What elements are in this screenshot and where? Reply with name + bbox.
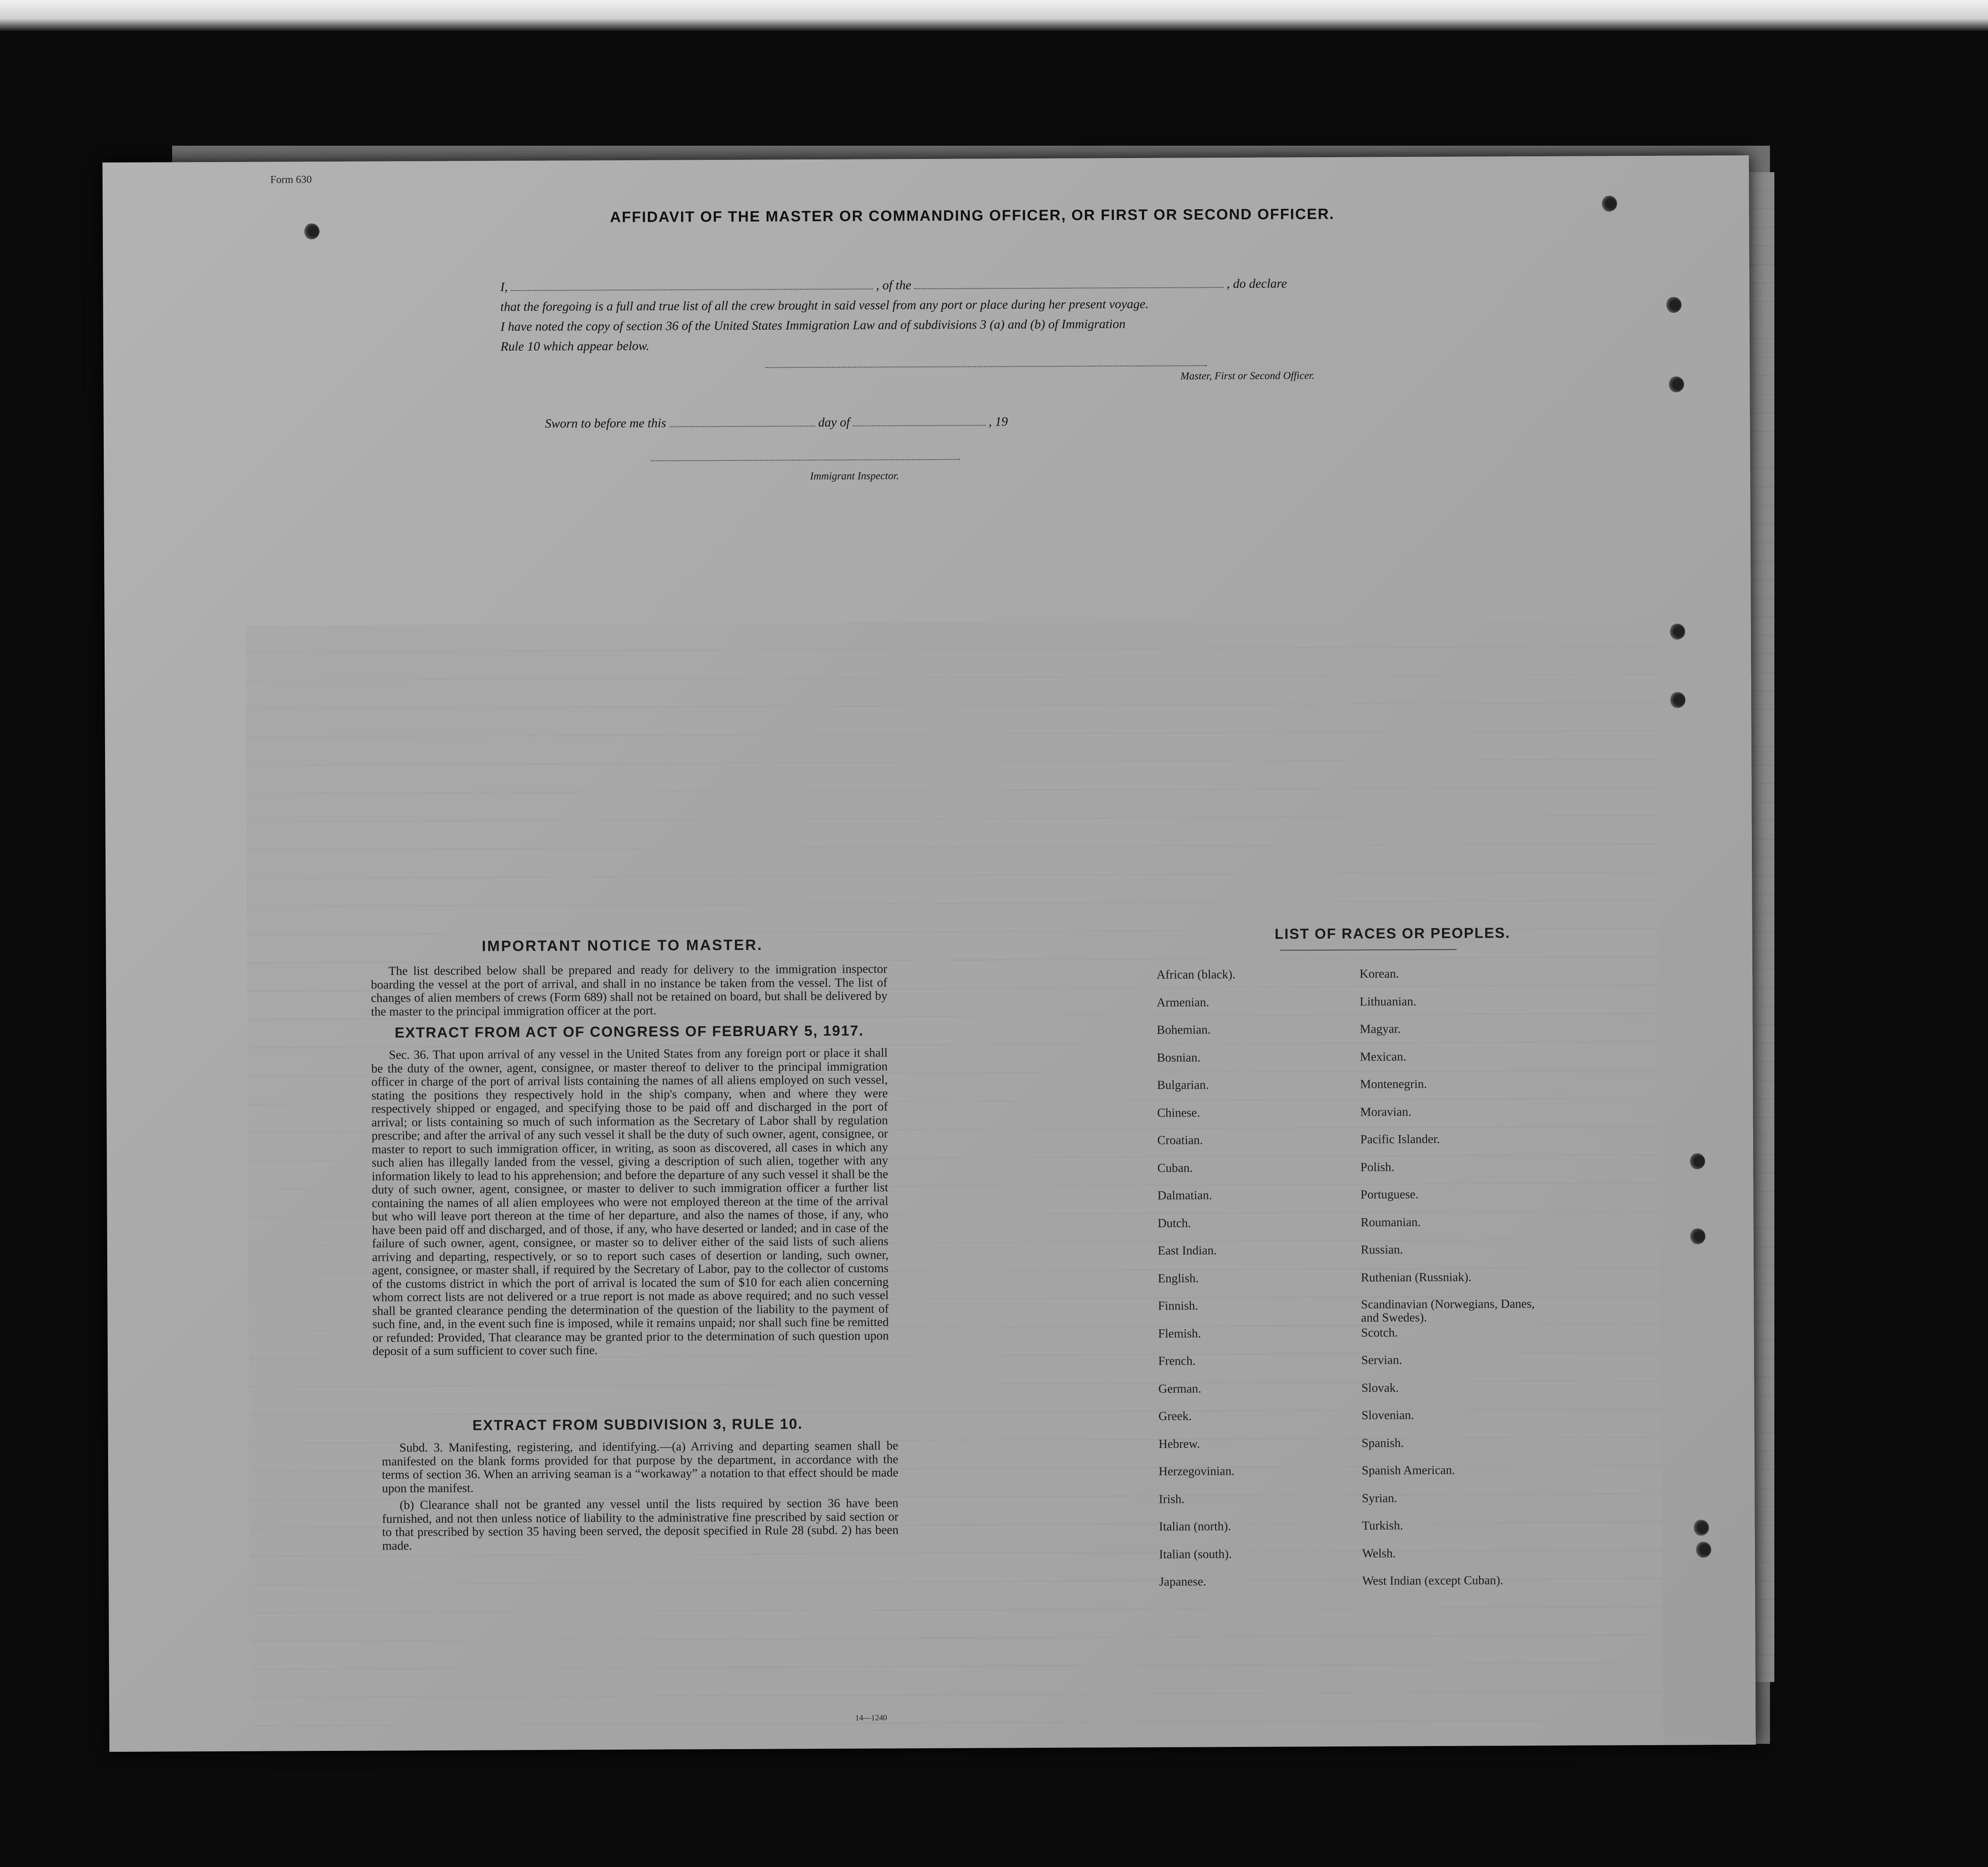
race-item: Mexican. [1359,1049,1407,1064]
inspector-signature-line[interactable] [651,459,960,461]
race-item: Bosnian. [1156,1050,1201,1065]
extract-act-body: Sec. 36. That upon arrival of any vessel in the United States from any foreign port or place it shall be the duty of the owner, agent, consignee, or master thereof to deliver to the principal immigration officer in charge of the port of arrival lists containing the names of all aliens employed on such vessel, stating the positions they respectively hold in the ship's company, when and where they were respectively shipped or engaged, and specifying those to be paid off and discharged in the port of arrival; or lists containing so much of such information as the Secretary of Labor shall by regulation prescribe; and after the arrival of any such vessel it shall be the duty of such owner, agent, consignee, or master to report to such immigration officer, in writing, as soon as discovered, all cases in which any such alien has illegally landed from the vessel, giving a description of such alien, together with any information likely to lead to his apprehension; and before the departure of any such vessel it shall be the duty of such owner, agent, consignee, or master to deliver to such immigration officer a further list containing the names of all alien employees who were not employed thereon at the time of the arrival but who will leave port thereon at the time of her departure, and also the names of those, if any, who have been paid off and discharged, and of those, if any, who have deserted or landed; and in case of the failure of such owner, agent, consignee, or master so to deliver either of the said lists of such aliens arriving and departing, respectively, or so to report such cases of desertion or landing, such owner, agent, consignee, or master shall, if required by the Secretary of Labor, pay to the collector of customs of the customs district in which the port of arrival is located the sum of $10 for each alien concerning whom correct lists are not delivered or a true report is not made as above required; and no such vessel shall be granted clearance pending the determination of the question of the liability to the payment of such fine, and, in the event such fine is imposed, while it remains unpaid; nor shall such fine be remitted or refunded: Provided, That clearance may be granted prior to the determination of such question upon deposit of a sum sufficient to cover such fine. [371,1046,889,1358]
race-item: Moravian. [1360,1105,1412,1119]
extract-rule-title: EXTRACT FROM SUBDIVISION 3, RULE 10. [472,1415,803,1433]
printer-code: 14—1240 [855,1713,887,1722]
race-item: Italian (south). [1159,1547,1232,1561]
race-item: Portuguese. [1360,1188,1419,1202]
punch-hole [1668,377,1684,392]
affidavit-line-1 [500,276,1287,294]
race-item: Japanese. [1159,1575,1206,1589]
race-item: Turkish. [1362,1519,1403,1533]
race-item: Armenian. [1156,995,1209,1010]
affidavit-line-4: Rule 10 which appear below. [500,339,650,354]
race-item: Cuban. [1157,1161,1193,1175]
race-item: Slovenian. [1361,1408,1414,1422]
race-item: East Indian. [1157,1244,1217,1258]
master-label: Master, First or Second Officer. [1180,370,1315,382]
race-item: Roumanian. [1360,1215,1421,1230]
race-item: Finnish. [1158,1299,1198,1313]
punch-hole [1669,692,1685,708]
race-item: Chinese. [1157,1105,1200,1120]
race-item: Irish. [1159,1492,1185,1506]
race-item: Welsh. [1362,1546,1396,1561]
affidavit-i: I, [500,280,508,294]
master-signature-line[interactable] [765,365,1207,368]
inspector-label: Immigrant Inspector. [810,470,899,483]
punch-hole [1690,1228,1706,1244]
races-title: LIST OF RACES OR PEOPLES. [1274,924,1510,942]
race-item: Spanish American. [1362,1463,1455,1478]
race-item: Polish. [1360,1160,1395,1174]
extract-act-title: EXTRACT FROM ACT OF CONGRESS OF FEBRUARY 5, 1917. [395,1022,864,1041]
race-item: African (black). [1156,967,1236,982]
race-item: Ruthenian (Russniak). [1361,1270,1472,1285]
race-item: Spanish. [1361,1436,1404,1450]
race-item: Korean. [1359,967,1399,981]
extract-rule-body-b: (b) Clearance shall not be granted any vessel until the lists required by section 36 have been furnished, and not then unless notice of liability to the administrative fine prescribed by said section or to that prescribed by section 35 having been served, the deposit specified in Rule 28 (subd. 2) has been made. [382,1496,899,1553]
affidavit-do-declare: , do declare [1226,276,1287,291]
sworn-month-blank[interactable] [853,425,986,426]
notice-title: IMPORTANT NOTICE TO MASTER. [482,936,763,955]
declarant-name-blank[interactable] [511,289,873,291]
race-item: Flemish. [1158,1326,1201,1341]
day-of-text: day of [818,415,850,430]
vessel-name-blank[interactable] [915,287,1224,289]
race-item: Herzegovinian. [1159,1464,1235,1479]
affidavit-title: AFFIDAVIT OF THE MASTER OR COMMANDING OFFICER, OR FIRST OR SECOND OFFICER. [610,205,1335,226]
race-item: Dalmatian. [1157,1188,1212,1203]
punch-hole [1666,297,1682,313]
punch-hole [1669,624,1685,640]
race-item: Syrian. [1362,1491,1397,1505]
race-item: English. [1158,1271,1199,1286]
race-item: West Indian (except Cuban). [1362,1573,1503,1588]
form-number: Form 630 [270,174,312,186]
sworn-text: Sworn to before me this [545,416,666,431]
notice-body: The list described below shall be prepared and ready for delivery to the immigration inspector boarding the vessel at the port of arrival, and shall in no instance be taken from the vessel. The list of changes of alien members of crews (Form 689) shall not be retained on board, but shall be delivered by the master to the principal immigration officer at the port. [371,962,888,1019]
race-item: Italian (north). [1159,1520,1231,1534]
race-item: Montenegrin. [1360,1077,1427,1091]
race-item: Pacific Islander. [1360,1132,1440,1147]
races-left-column [1156,968,1238,1603]
extract-rule-body-a: Subd. 3. Manifesting, registering, and identifying.—(a) Arriving and departing seamen shall be manifested on the blank forms provided for that purpose by the department, in accordance with the terms of section 36. When an arriving seaman is a “workaway” a notation to that effect should be made upon the manifest. [381,1439,899,1495]
scan-top-margin [0,0,1988,31]
race-item: Bulgarian. [1157,1078,1209,1092]
affidavit-of-the: , of the [876,278,911,293]
punch-hole [1693,1520,1709,1535]
race-item: German. [1158,1381,1201,1396]
race-item: Croatian. [1157,1133,1203,1147]
races-right-column [1359,966,1552,1602]
race-item: Dutch. [1157,1216,1191,1230]
race-item: Servian. [1361,1353,1402,1367]
race-item: Hebrew. [1158,1437,1200,1451]
race-item: Slovak. [1361,1380,1399,1395]
race-item: Lithuanian. [1359,994,1416,1009]
form-page [102,155,1756,1752]
affidavit-line-3: I have noted the copy of section 36 of the United States Immigration Law and of subdivisions 3 (a) and (b) of Immigration [500,317,1126,334]
sworn-line [545,415,1008,431]
race-item: Magyar. [1359,1022,1401,1036]
race-item: Scotch. [1361,1325,1398,1340]
race-item: Russian. [1360,1243,1403,1257]
sworn-day-blank[interactable] [669,426,815,427]
race-item: Greek. [1158,1409,1192,1423]
race-item: Scandinavian (Norwegians, Danes, and Swedes). [1361,1297,1535,1325]
punch-hole [1689,1153,1705,1169]
race-item: French. [1158,1354,1196,1368]
punch-hole [1695,1542,1711,1558]
affidavit-line-2: that the foregoing is a full and true list of all the crew brought in said vessel from any port or place during her present voyage. [500,297,1149,314]
year-prefix: , 19 [988,415,1008,429]
race-item: Bohemian. [1156,1023,1211,1037]
